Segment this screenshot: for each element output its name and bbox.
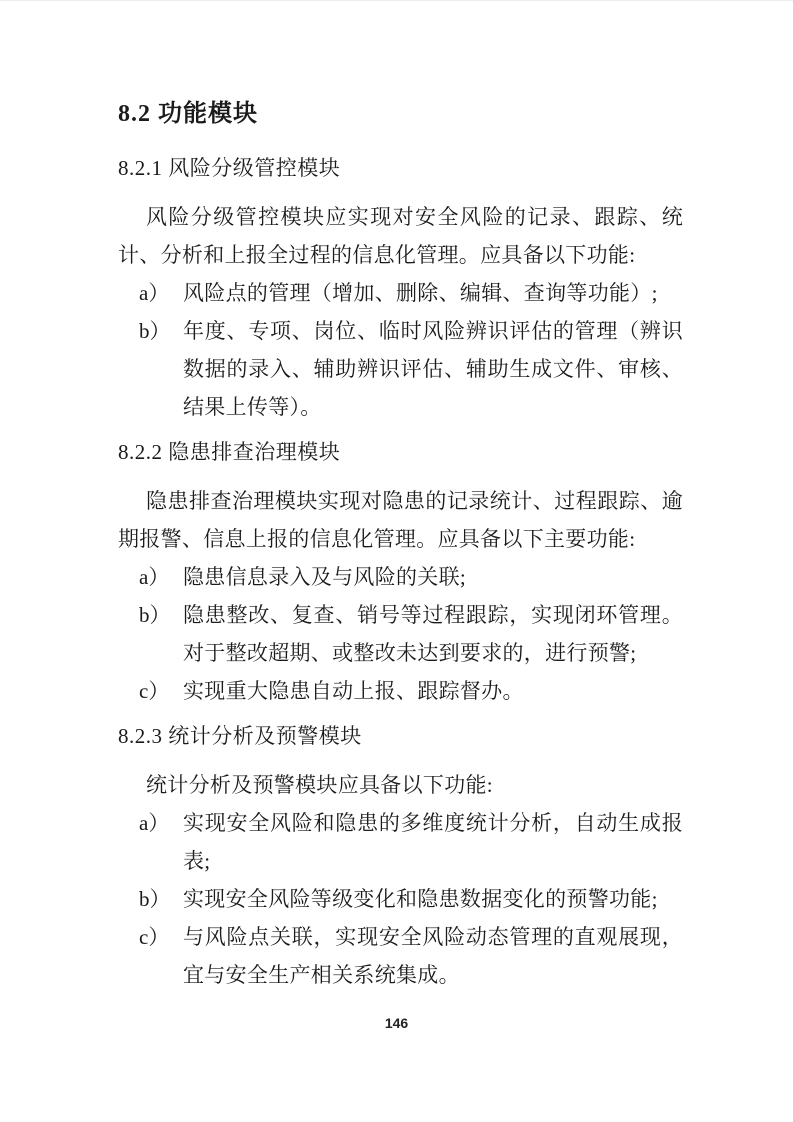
- section-intro: 隐患排查治理模块实现对隐患的记录统计、过程跟踪、逾期报警、信息上报的信息化管理。应具备以下主要功能:: [118, 489, 683, 551]
- list-item: [118, 918, 683, 994]
- list-item-text: 与风险点关联，实现安全风险动态管理的直观展现，宜与安全生产相关系统集成。: [183, 925, 683, 987]
- section-risk-grading: [118, 154, 683, 426]
- section-hazard-inspection: [118, 438, 683, 710]
- list-item-marker: c）: [139, 679, 170, 703]
- list-item-text: 年度、专项、岗位、临时风险辨识评估的管理（辨识数据的录入、辅助辨识评估、辅助生成文件、审核、结果上传等）。: [183, 319, 683, 419]
- section-statistics-warning: [118, 722, 683, 994]
- list-item: [118, 596, 683, 672]
- list-item-marker: b）: [139, 603, 171, 627]
- list-item-text: 实现重大隐患自动上报、跟踪督办。: [183, 679, 524, 703]
- page-number: 146: [384, 1015, 409, 1031]
- list-item-text: 隐患信息录入及与风险的关联;: [183, 565, 467, 589]
- section-heading: 8.2.3 统计分析及预警模块: [118, 724, 362, 748]
- list-item: [118, 312, 683, 426]
- chapter-heading: 8.2 功能模块: [118, 101, 258, 127]
- list-item: [118, 672, 683, 710]
- list-item-marker: a）: [139, 281, 170, 305]
- list-item-marker: a）: [139, 565, 170, 589]
- section-intro: 统计分析及预警模块应具备以下功能:: [146, 773, 493, 797]
- list-item-text: 实现安全风险和隐患的多维度统计分析，自动生成报表;: [183, 811, 683, 873]
- list-item-text: 隐患整改、复查、销号等过程跟踪，实现闭环管理。对于整改超期、或整改未达到要求的，进行预警;: [183, 603, 683, 665]
- list-item-marker: a）: [139, 811, 170, 835]
- list-item-marker: b）: [139, 887, 171, 911]
- list-item: [118, 880, 683, 918]
- list-item-text: 风险点的管理（增加、删除、编辑、查询等功能）;: [183, 281, 658, 305]
- list-item-text: 实现安全风险等级变化和隐患数据变化的预警功能;: [183, 887, 658, 911]
- list-item-marker: c）: [139, 925, 170, 949]
- list-item: [118, 274, 683, 312]
- section-heading: 8.2.1 风险分级管控模块: [118, 156, 341, 180]
- list-item: [118, 558, 683, 596]
- list-item: [118, 804, 683, 880]
- list-item-marker: b）: [139, 319, 171, 343]
- section-intro: 风险分级管控模块应实现对安全风险的记录、跟踪、统计、分析和上报全过程的信息化管理。应具备以下功能:: [118, 205, 683, 267]
- section-heading: 8.2.2 隐患排查治理模块: [118, 440, 341, 464]
